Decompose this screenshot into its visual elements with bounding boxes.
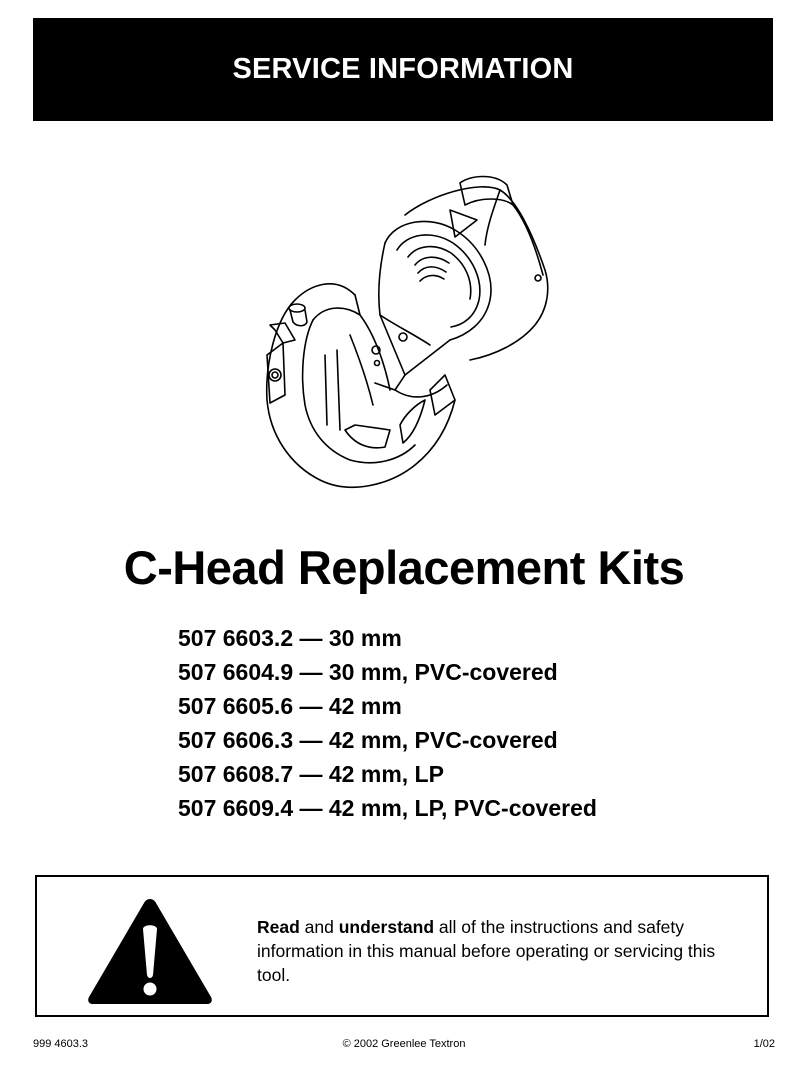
warning-understand: understand bbox=[338, 917, 435, 937]
kit-list bbox=[178, 621, 597, 825]
footer-copyright: © 2002 Greenlee Textron bbox=[342, 1038, 466, 1050]
c-head-tool-illustration bbox=[255, 175, 555, 510]
kit-item: 507 6606.3 — 42 mm, PVC-covered bbox=[178, 727, 558, 753]
warning-text bbox=[257, 915, 727, 987]
kit-item: 507 6604.9 — 30 mm, PVC-covered bbox=[178, 659, 558, 685]
main-title: C-Head Replacement Kits bbox=[123, 541, 685, 594]
warning-triangle-icon bbox=[85, 895, 215, 1007]
footer-date: 1/02 bbox=[753, 1038, 775, 1050]
warning-read: Read bbox=[257, 917, 300, 937]
header-title: SERVICE INFORMATION bbox=[232, 53, 574, 85]
warning-box bbox=[35, 875, 769, 1017]
kit-item: 507 6603.2 — 30 mm bbox=[178, 625, 402, 651]
kit-item: 507 6609.4 — 42 mm, LP, PVC-covered bbox=[178, 795, 597, 821]
warning-rest: all of the instructions and safety information in this manual before operating or servicing this tool. bbox=[257, 917, 716, 985]
kit-item: 507 6608.7 — 42 mm, LP bbox=[178, 761, 444, 787]
footer-doc-number: 999 4603.3 bbox=[33, 1038, 89, 1050]
header-bar bbox=[33, 18, 773, 121]
kit-item: 507 6605.6 — 42 mm bbox=[178, 693, 402, 719]
warning-and: and bbox=[299, 917, 339, 937]
